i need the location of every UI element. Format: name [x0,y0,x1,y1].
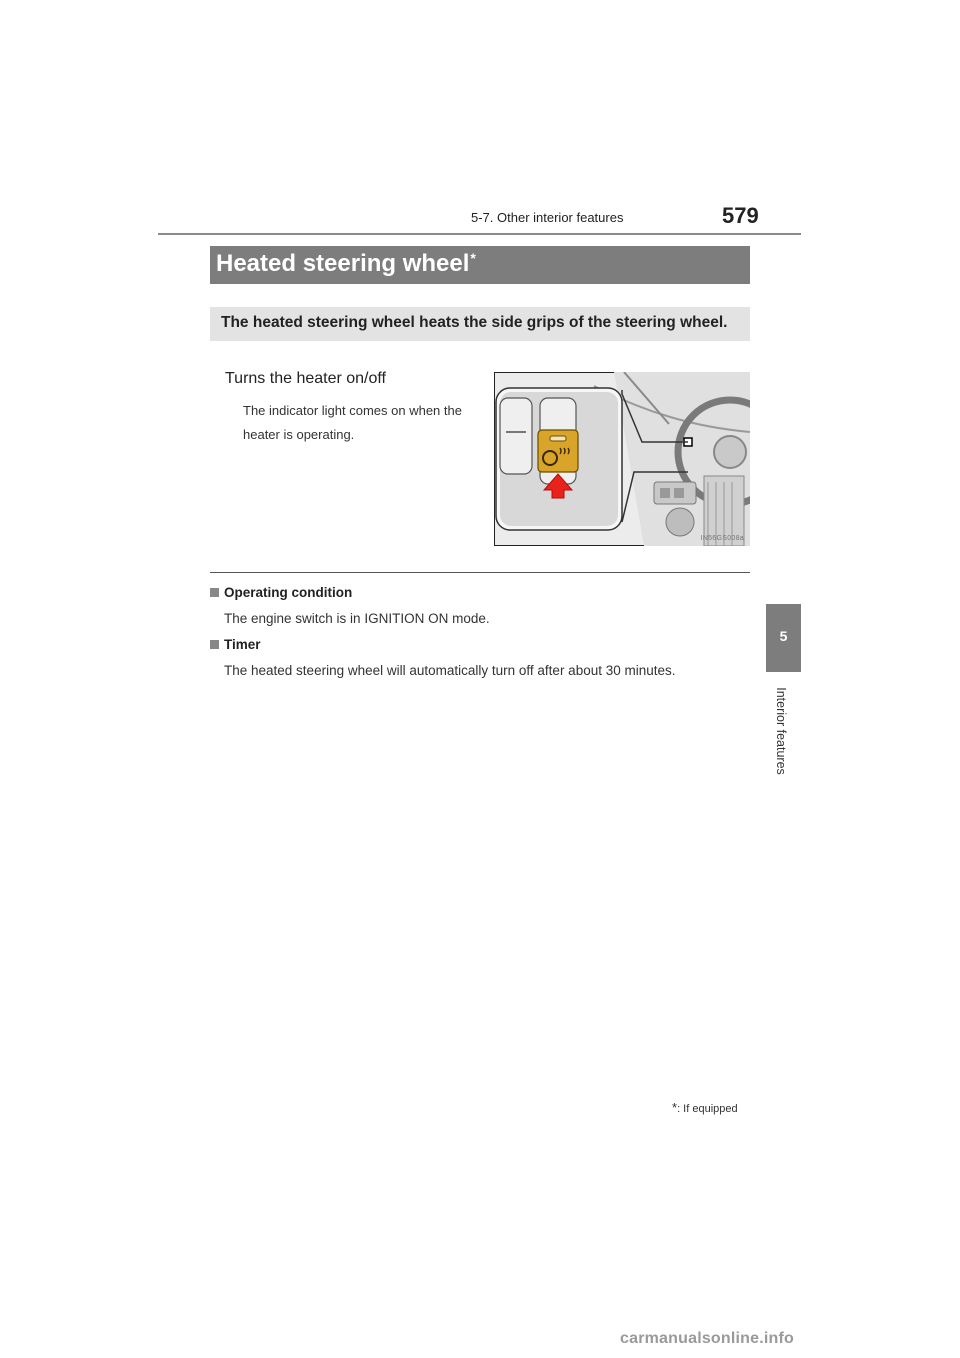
lead-text: The heated steering wheel heats the side grips of the steering wheel. [221,314,728,331]
chapter-number: 5 [779,628,788,644]
square-bullet-icon [210,588,219,597]
page-number: 579 [722,203,759,228]
watermark: carmanualsonline.info [620,1330,795,1347]
chapter-label-text: Interior features [774,687,788,775]
step-note: The indicator light comes on when the heater is operating. [243,403,462,442]
lead-box [210,307,750,341]
note-body-operating-condition: The engine switch is in IGNITION ON mode. [224,611,490,626]
step-title: Turns the heater on/off [225,370,386,387]
footnote-text: : If equipped [677,1103,738,1115]
heater-switch-figure [494,372,750,546]
note-heading-operating-condition [210,585,352,600]
header-section-title: 5-7. Other interior features [471,210,624,225]
footnote [672,1100,738,1115]
note-heading-text: Timer [224,637,261,652]
page-title [216,250,476,278]
header-rule [158,233,801,235]
note-heading-text: Operating condition [224,585,353,600]
square-bullet-icon [210,640,219,649]
heater-switch-illustration [494,372,750,546]
section-divider [210,572,750,573]
footnote-mark: * [672,1100,678,1115]
note-body-timer: The heated steering wheel will automatically turn off after about 30 minutes. [224,663,676,678]
title-bar [210,246,750,284]
figure-caption: IN56GS008a [700,535,744,542]
if-equipped-mark: * [470,250,476,266]
note-heading-timer [210,637,261,652]
chapter-tab [766,604,801,672]
chapter-label [771,676,791,786]
page-title-text: Heated steering wheel [216,250,470,277]
